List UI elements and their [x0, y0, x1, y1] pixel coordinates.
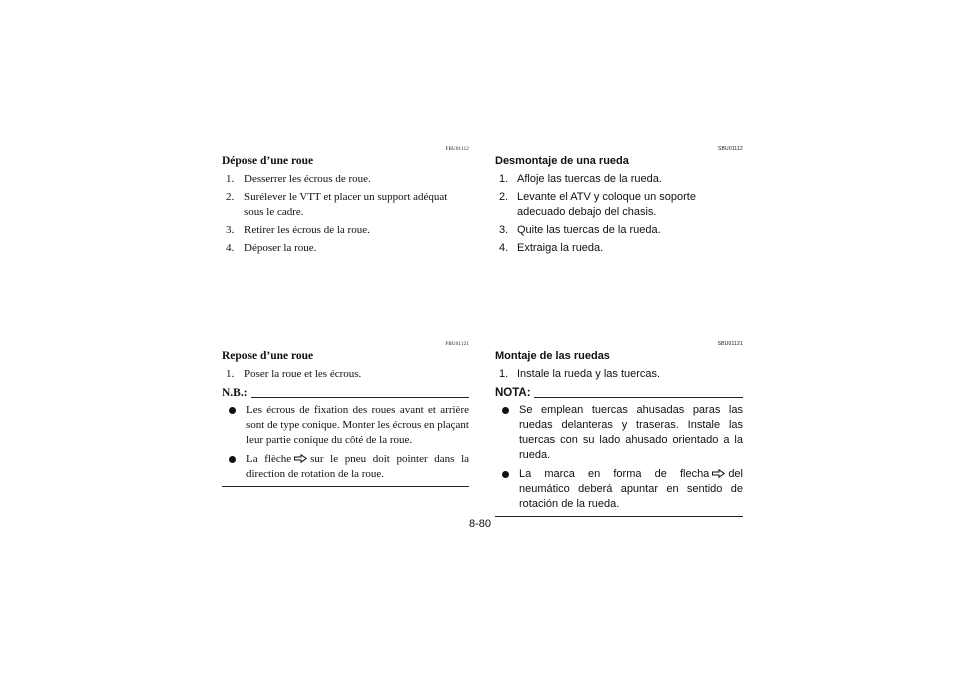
list-item: 2. Levante el ATV y coloque un soporte adecuado debajo del chasis. — [499, 191, 696, 218]
fr-note-header — [222, 385, 469, 400]
list-item: 3. Retirer les écrous de la roue. — [226, 224, 370, 236]
es-note-header — [495, 385, 743, 400]
list-item: 1. Instale la rueda y las tuercas. — [499, 368, 661, 380]
es-note-bullets — [495, 403, 743, 512]
list-item: 1. Desserrer les écrous de roue. — [226, 173, 371, 185]
es-removal-section — [495, 146, 743, 259]
fr-install-steps — [222, 367, 469, 382]
fr-removal-title: Dépose d’une roue — [222, 155, 314, 167]
list-item: 3. Quite las tuercas de la rueda. — [499, 224, 661, 236]
hollow-right-arrow-icon — [712, 469, 725, 478]
bullet-dot-icon — [495, 467, 519, 512]
list-item: La flèche sur le pneu doit pointer dans la direction de rotation de la roue. — [222, 452, 469, 482]
divider — [495, 516, 743, 517]
fr-note-bullets — [222, 403, 469, 482]
fr-install-title: Repose d’une roue — [222, 350, 314, 362]
list-item: 2. Surélever le VTT et placer un support adéquat sous le cadre. — [226, 191, 448, 218]
page-number: 8-80 — [468, 518, 492, 530]
fr-note-label: N.B.: — [222, 387, 248, 399]
list-item: 4. Extraiga la rueda. — [499, 242, 604, 254]
bullet-dot-icon — [222, 452, 246, 482]
list-item: 4. Déposer la roue. — [226, 242, 317, 254]
bullet-dot-icon — [222, 403, 246, 448]
es-removal-code: SBU01112 — [717, 146, 743, 152]
list-item: Se emplean tuercas ahusadas paras las ruedas delanteras y traseras. Instale las tuercas con su lado ahusado orientado a la rueda. — [495, 403, 743, 463]
divider — [251, 397, 469, 398]
fr-removal-section — [222, 146, 469, 259]
list-item: La marca en forma de flecha del neumático deberá apuntar en sentido de rotación de la rueda. — [495, 467, 743, 512]
fr-install-code: FBU01121 — [445, 342, 469, 347]
list-item: Les écrous de fixation des roues avant et arrière sont de type conique. Monter les écrous en plaçant leur partie conique du côté de la roue. — [222, 403, 469, 448]
divider — [534, 397, 743, 398]
list-item: 1. Afloje las tuercas de la rueda. — [499, 173, 662, 185]
fr-removal-code: FBU01112 — [445, 147, 469, 152]
es-removal-title: Desmontaje de una rueda — [495, 155, 629, 167]
es-install-code: SBU01121 — [717, 341, 743, 347]
divider — [222, 486, 469, 487]
es-removal-steps — [495, 172, 743, 256]
list-item: 1. Poser la roue et les écrous. — [226, 368, 362, 380]
es-install-section — [495, 341, 743, 517]
es-install-steps — [495, 367, 743, 382]
hollow-right-arrow-icon — [294, 454, 307, 463]
es-install-title: Montaje de las ruedas — [495, 350, 610, 362]
fr-removal-steps — [222, 172, 469, 256]
fr-install-section — [222, 341, 469, 487]
bullet-dot-icon — [495, 403, 519, 463]
es-note-label: NOTA: — [495, 387, 531, 399]
